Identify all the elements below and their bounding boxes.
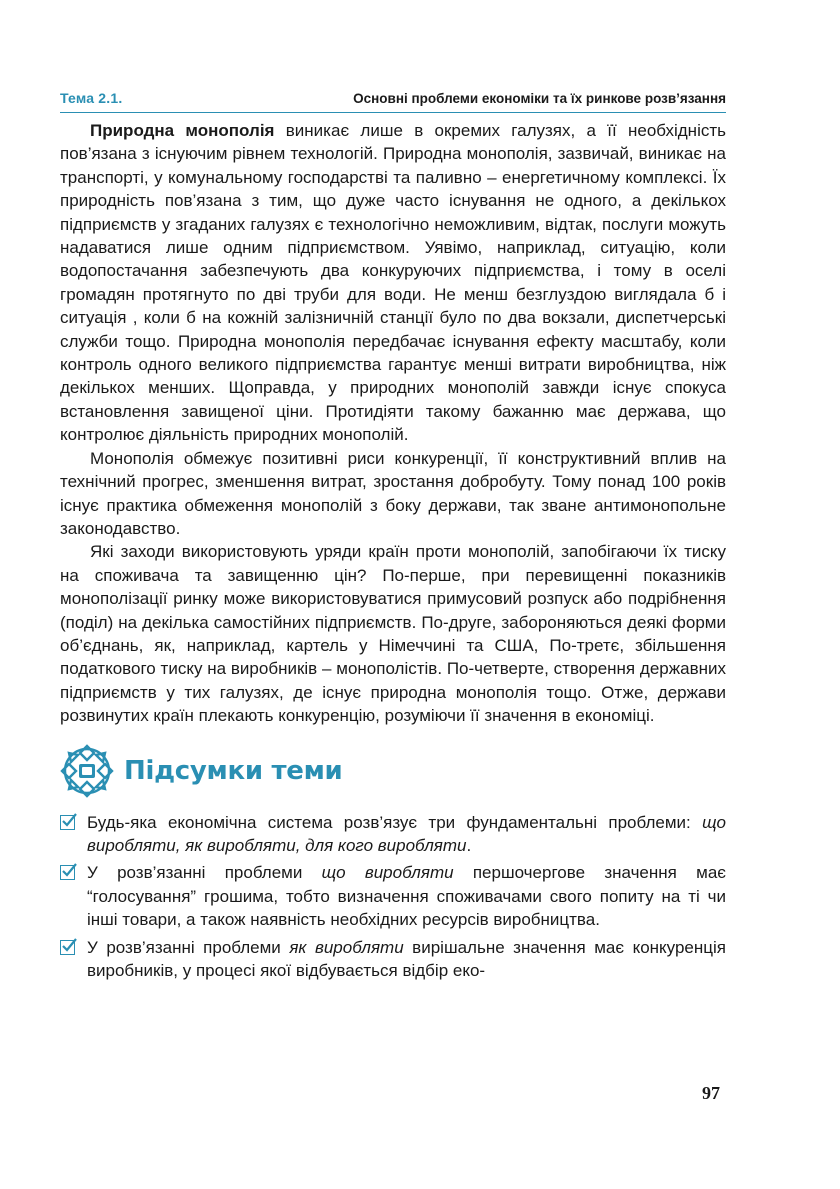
paragraph [60,540,726,727]
topic-number: Тема 2.1. [60,90,123,106]
text-run: . [466,835,472,855]
summary-title: Підсумки теми [124,755,343,786]
text-run: вирішальне значення має конкуренція виробників, у процесі якої відбувається відбір еко- [87,937,726,980]
running-header [60,86,726,113]
paragraph [60,119,726,447]
paragraph [60,447,726,541]
running-title: Основні проблеми економіки та їх ринкове розв’язання [353,91,726,106]
list-item [60,861,726,931]
paragraph-text: виникає лише в окремих галузях, а її необхідність пов’язана з існуючим рівнем технологій. Природна монополія, зазвичай, виникає на транспорті, у комунальному господарстві та паливно – енергетичному комплексі. Їх природність пов’язана з тим, що дуже часто існування не одного, а декількох підприємств у згаданих галузях є технологічно неможливим, відтак, послуги можуть надаватися лише одним підприємством. Уявімо, наприклад, ситуацію, коли водопостачання забезпечують два конкуруючих підприємства, і тому в оселі громадян протягнуто по дві труби для води. Не менш безглуздою виглядала б і ситуація , коли б на кожній залізничній станції було по два вокзали, диспетчерські служби тощо. Природна монополія передбачає існування ефекту масштабу, коли контроль одного великого підприємства гарантує менші витрати виробництва, ніж декількох менших. Щоправда, у природних монополій завжди існує спокуса встановлення завищеної ціни. Протидіяти такому бажанню має держава, що контролює діяльність природних монополій. [60,121,726,445]
checkbox-icon [60,940,75,955]
italic-run: що виробляти, як виробляти, для кого виробляти [87,812,726,855]
checkbox-icon [60,815,75,830]
list-item-text [87,861,726,931]
italic-run: що виробляти [321,863,454,883]
text-run: У розв’язанні проблеми [87,863,322,883]
paragraph-text: Які заходи використовують уряди країн проти монополій, запобігаючи їх тиску на споживача та завищенню цін? По-перше, при перевищенні показників монополізації ринку може використовуватися примусовий розпуск або подрібнення (поділ) на декілька самостійних підприємств. По-друге, забороняються деякі форми об’єднань, як, наприклад, картель у Німеччині та США, По-третє, збільшення податкового тиску на виробників – монополістів. По-четверте, створення державних підприємств у тих галузях, де існує природна монополія тощо. Отже, держави розвинутих країн плекають конкуренцію, розуміючи її значення в економіці. [60,542,726,726]
list-item [60,811,726,858]
list-item-text [87,811,726,858]
list-item-text [87,936,726,983]
text-run: У розв’язанні проблеми [87,937,290,957]
paragraph-text: Монополія обмежує позитивні риси конкуренції, її конструктивний вплив на технічний прогрес, зменшення витрат, зростання добробуту. Тому понад 100 років існує практика обмеження монополій з боку держави, так зване антимонопольне законодавство. [60,448,726,538]
page-number: 97 [702,1083,720,1103]
term-bold: Природна монополія [90,121,275,140]
summary-emblem-icon [58,742,116,800]
checkbox-icon [60,865,75,880]
body-text [60,119,726,728]
text-run: першочергове значення має “голосування” грошима, тобто визначення споживачами свого попиту на ті чи інші товари, а також наявність необхідних ресурсів виробництва. [87,863,726,930]
list-item [60,936,726,983]
page [60,86,726,986]
text-run: Будь-яка економічна система розв’язує три фундаментальні проблеми: [87,812,703,832]
italic-run: як виробляти [289,937,404,957]
summary-heading [58,741,726,801]
summary-checklist [60,811,726,983]
